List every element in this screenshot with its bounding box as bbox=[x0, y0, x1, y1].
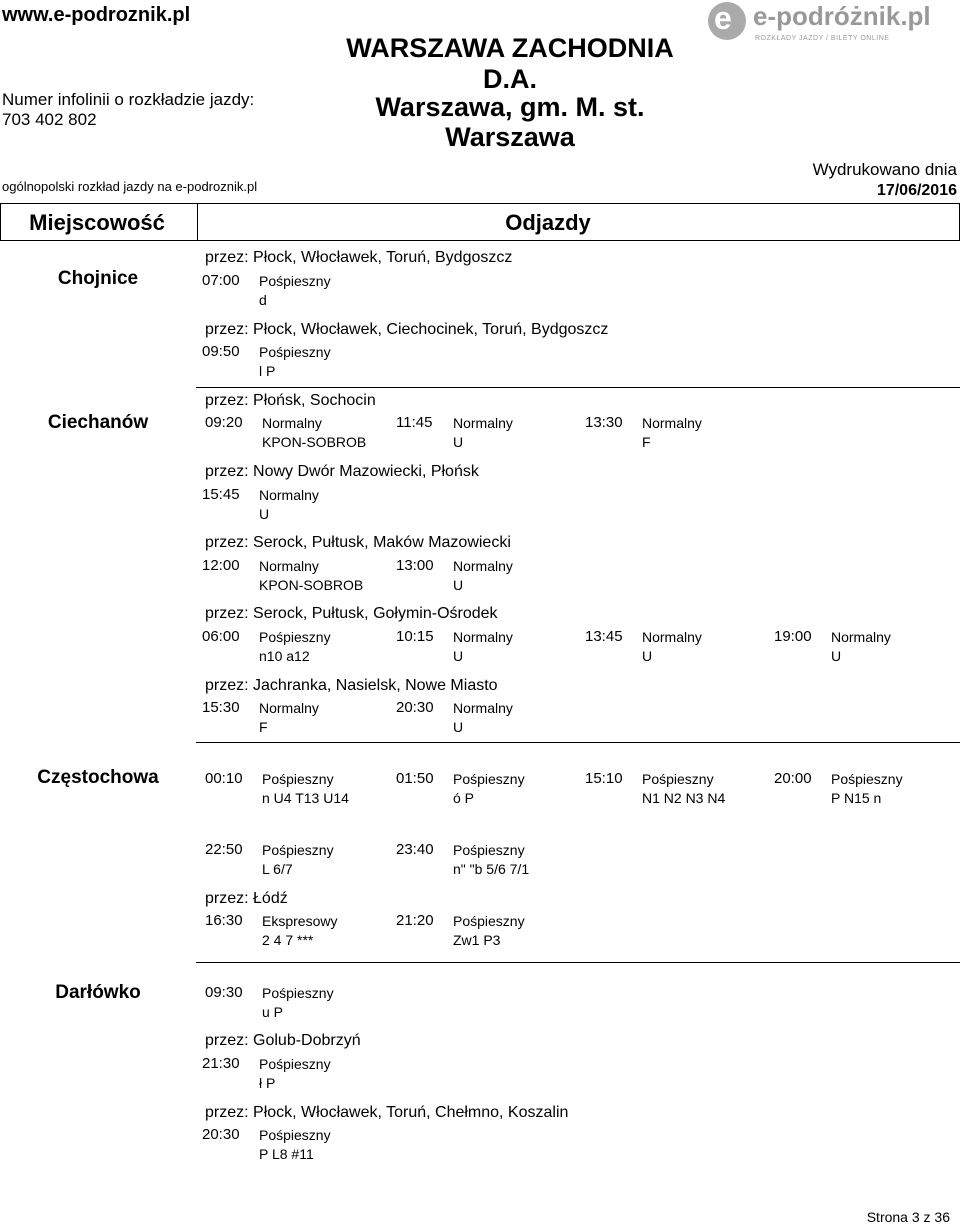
column-header-place: Miejscowość bbox=[29, 210, 165, 235]
station-name-line: Warszawa, gm. M. st. bbox=[375, 92, 645, 122]
departure-entry bbox=[205, 770, 390, 810]
departure-category: Normalny bbox=[453, 629, 513, 645]
departure-time: 10:15 bbox=[396, 628, 434, 645]
departure-time: 21:20 bbox=[396, 912, 434, 929]
departure-entry bbox=[202, 699, 387, 739]
table-header bbox=[0, 203, 960, 241]
departure-time: 13:00 bbox=[396, 557, 434, 574]
station-name-line: WARSZAWA ZACHODNIA bbox=[346, 33, 674, 63]
departure-notes: U bbox=[453, 719, 464, 735]
departure-notes: U bbox=[453, 434, 464, 450]
departure-time: 09:50 bbox=[202, 343, 240, 360]
printed-label: Wydrukowano dnia bbox=[812, 160, 957, 179]
departure-time: 15:30 bbox=[202, 699, 240, 716]
route-via: przez: Płock, Włocławek, Toruń, Chełmno, Koszalin bbox=[205, 1104, 569, 1121]
route-via: przez: Płock, Włocławek, Ciechocinek, Toruń, Bydgoszcz bbox=[205, 321, 609, 338]
departure-time: 20:30 bbox=[202, 1126, 240, 1143]
departure-notes: U bbox=[453, 648, 464, 664]
logo-subtitle: ROZKŁADY JAZDY / BILETY ONLINE bbox=[755, 35, 890, 42]
departure-notes: ł P bbox=[259, 1075, 276, 1091]
departure-entry bbox=[202, 1126, 387, 1166]
route-via: przez: Serock, Pułtusk, Maków Mazowiecki bbox=[205, 534, 511, 551]
departure-time: 20:00 bbox=[774, 770, 812, 787]
logo-icon bbox=[708, 2, 746, 40]
route-via: przez: Golub-Dobrzyń bbox=[205, 1032, 361, 1049]
departure-category: Normalny bbox=[453, 415, 513, 431]
departure-notes: F bbox=[642, 434, 651, 450]
departure-notes: n" "b 5/6 7/1 bbox=[453, 861, 530, 877]
departure-notes: n10 a12 bbox=[259, 648, 310, 664]
page-number: Strona 3 z 36 bbox=[866, 1209, 950, 1225]
departure-entry bbox=[396, 557, 581, 597]
departure-category: Normalny bbox=[262, 415, 322, 431]
departure-entry bbox=[396, 912, 581, 952]
departure-time: 16:30 bbox=[205, 912, 243, 929]
departure-category: Normalny bbox=[259, 558, 319, 574]
column-header-departures: Odjazdy bbox=[505, 210, 591, 235]
departure-time: 11:45 bbox=[396, 414, 433, 431]
departure-notes: F bbox=[259, 719, 268, 735]
departure-category: Normalny bbox=[259, 700, 319, 716]
departure-category: Ekspresowy bbox=[262, 913, 338, 929]
printed-date: 17/06/2016 bbox=[876, 182, 957, 199]
route-via: przez: Łódź bbox=[205, 890, 288, 907]
place-name: Darłówko bbox=[55, 982, 141, 1003]
station-name-line: Warszawa bbox=[445, 122, 575, 152]
place-name: Chojnice bbox=[57, 268, 139, 289]
departure-category: Pośpieszny bbox=[453, 842, 525, 858]
departure-time: 13:45 bbox=[585, 628, 623, 645]
departure-category: Pośpieszny bbox=[453, 771, 525, 787]
departure-time: 09:30 bbox=[205, 984, 243, 1001]
departure-entry bbox=[774, 628, 959, 668]
departure-category: Normalny bbox=[831, 629, 891, 645]
departure-time: 12:00 bbox=[202, 557, 240, 574]
departure-entry bbox=[396, 628, 581, 668]
section-separator bbox=[196, 962, 960, 963]
departure-time: 00:10 bbox=[205, 770, 243, 787]
departure-category: Pośpieszny bbox=[262, 985, 334, 1001]
departure-category: Pośpieszny bbox=[262, 842, 334, 858]
departure-notes: n U4 T13 U14 bbox=[262, 790, 349, 806]
departure-notes: l P bbox=[259, 363, 276, 379]
departure-category: Pośpieszny bbox=[259, 273, 331, 289]
departure-category: Pośpieszny bbox=[259, 344, 331, 360]
departure-entry bbox=[774, 770, 959, 810]
departure-entry bbox=[396, 414, 581, 454]
departure-notes: U bbox=[831, 648, 842, 664]
departure-time: 19:00 bbox=[774, 628, 812, 645]
route-via: przez: Jachranka, Nasielsk, Nowe Miasto bbox=[205, 677, 498, 694]
departure-entry bbox=[585, 628, 770, 668]
departure-time: 15:45 bbox=[202, 486, 240, 503]
departure-category: Pośpieszny bbox=[259, 1127, 331, 1143]
departure-category: Pośpieszny bbox=[453, 913, 525, 929]
route-via: przez: Nowy Dwór Mazowiecki, Płońsk bbox=[205, 463, 479, 480]
departure-entry bbox=[202, 343, 387, 383]
departure-notes: U bbox=[642, 648, 653, 664]
logo-text: e-podróżnik.pl bbox=[753, 1, 931, 31]
departure-notes: 2 4 7 *** bbox=[262, 932, 314, 948]
departure-category: Normalny bbox=[453, 700, 513, 716]
departure-entry bbox=[202, 628, 387, 668]
section-separator bbox=[196, 387, 960, 388]
place-name: Częstochowa bbox=[37, 767, 159, 788]
departure-entry bbox=[396, 841, 581, 881]
departure-category: Pośpieszny bbox=[259, 1056, 331, 1072]
route-via: przez: Serock, Pułtusk, Gołymin-Ośrodek bbox=[205, 605, 498, 622]
place-name: Ciechanów bbox=[47, 412, 149, 433]
departure-notes: P N15 n bbox=[831, 790, 882, 806]
departure-time: 07:00 bbox=[202, 272, 240, 289]
departure-notes: ó P bbox=[453, 790, 475, 806]
site-tagline: ogólnopolski rozkład jazdy na e-podroznik.pl bbox=[2, 179, 258, 194]
site-url[interactable]: www.e-podroznik.pl bbox=[2, 4, 191, 26]
departure-category: Pośpieszny bbox=[642, 771, 714, 787]
hotline-number: 703 402 802 bbox=[2, 110, 97, 129]
departure-notes: L 6/7 bbox=[262, 861, 293, 877]
departure-entry bbox=[396, 770, 581, 810]
route-via: przez: Płońsk, Sochocin bbox=[205, 392, 376, 409]
logo-letter: e bbox=[714, 0, 732, 36]
hotline-label: Numer infolinii o rozkładzie jazdy: bbox=[2, 90, 255, 109]
departure-entry bbox=[202, 486, 387, 526]
departure-entry bbox=[585, 414, 770, 454]
departure-category: Normalny bbox=[453, 558, 513, 574]
departure-notes: u P bbox=[262, 1004, 284, 1020]
departure-entry bbox=[205, 841, 390, 881]
departure-notes: KPON-SOBROB bbox=[262, 434, 367, 450]
departure-time: 06:00 bbox=[202, 628, 240, 645]
departure-notes: KPON-SOBROB bbox=[259, 577, 364, 593]
departure-notes: N1 N2 N3 N4 bbox=[642, 790, 726, 806]
departure-entry bbox=[396, 699, 581, 739]
departure-notes: d bbox=[259, 292, 267, 308]
departure-time: 15:10 bbox=[585, 770, 623, 787]
section-separator bbox=[196, 742, 960, 743]
departure-entry bbox=[202, 1055, 387, 1095]
departure-notes: U bbox=[453, 577, 464, 593]
departure-time: 13:30 bbox=[585, 414, 623, 431]
departure-notes: P L8 #11 bbox=[259, 1146, 314, 1162]
departure-category: Pośpieszny bbox=[831, 771, 903, 787]
departure-entry bbox=[202, 557, 387, 597]
departure-category: Normalny bbox=[642, 415, 702, 431]
route-via: przez: Płock, Włocławek, Toruń, Bydgoszcz bbox=[205, 249, 513, 266]
departure-category: Normalny bbox=[642, 629, 702, 645]
departure-category: Normalny bbox=[259, 487, 319, 503]
station-name-line: D.A. bbox=[483, 64, 537, 94]
departure-entry bbox=[585, 770, 770, 810]
departure-category: Pośpieszny bbox=[262, 771, 334, 787]
departure-entry bbox=[205, 912, 390, 952]
departure-time: 01:50 bbox=[396, 770, 434, 787]
departure-time: 22:50 bbox=[205, 841, 243, 858]
departure-time: 09:20 bbox=[205, 414, 243, 431]
departure-entry bbox=[205, 984, 390, 1024]
departure-entry bbox=[205, 414, 390, 454]
departure-time: 23:40 bbox=[396, 841, 434, 858]
departure-entry bbox=[202, 272, 387, 312]
departure-time: 21:30 bbox=[202, 1055, 240, 1072]
brand-logo bbox=[708, 2, 958, 48]
departure-notes: U bbox=[259, 506, 270, 522]
departure-category: Pośpieszny bbox=[259, 629, 331, 645]
departure-notes: Zw1 P3 bbox=[453, 932, 501, 948]
departure-time: 20:30 bbox=[396, 699, 434, 716]
